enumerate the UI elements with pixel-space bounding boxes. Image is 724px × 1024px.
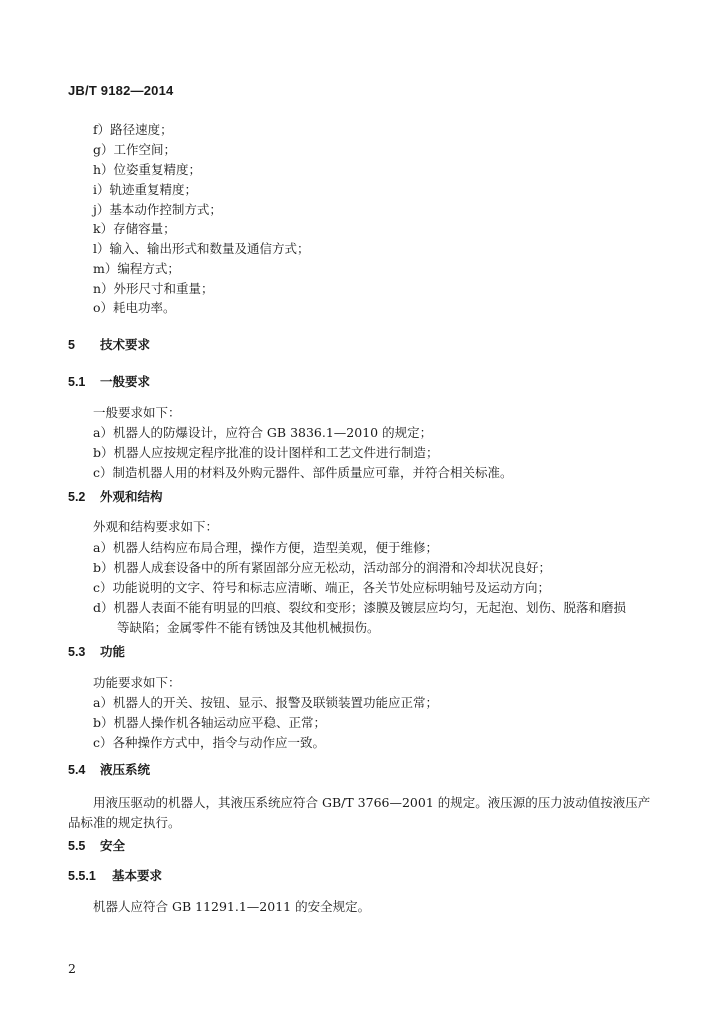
list-item-continuation: 等缺陷；金属零件不能有锈蚀及其他机械损伤。: [117, 620, 380, 635]
section-heading-5: [68, 337, 150, 353]
list-item: d）机器人表面不能有明显的凹痕、裂纹和变形；漆膜及镀层应均匀，无起泡、划伤、脱落和磨损: [93, 600, 627, 615]
section-heading-5-4: [68, 762, 150, 778]
section-number: 5.3: [68, 645, 86, 659]
list-item-g: g）工作空间；: [93, 142, 177, 157]
list-item: c）功能说明的文字、符号和标志应清晰、端正，各关节处应标明轴号及运动方向；: [93, 580, 551, 595]
list-item: a）机器人的开关、按钮、显示、报警及联锁装置功能应正常；: [93, 695, 438, 710]
list-item-i: i）轨迹重复精度；: [93, 182, 197, 197]
section-paragraph: 机器人应符合 GB 11291.1—2011 的安全规定。: [93, 899, 371, 914]
section-heading-5-2: [68, 489, 163, 505]
section-number: 5: [68, 338, 75, 352]
list-item: b）机器人操作机各轴运动应平稳、正常；: [93, 715, 327, 730]
list-item: a）机器人的防爆设计，应符合 GB 3836.1—2010 的规定；: [93, 425, 433, 440]
section-paragraph-continuation: 品标准的规定执行。: [68, 815, 181, 830]
list-item: c）各种操作方式中，指令与动作应一致。: [93, 735, 326, 750]
list-item: c）制造机器人用的材料及外购元器件、部件质量应可靠，并符合相关标准。: [93, 465, 513, 480]
list-item-h: h）位姿重复精度；: [93, 162, 202, 177]
section-intro: 一般要求如下：: [93, 405, 181, 420]
list-item-m: m）编程方式；: [93, 261, 180, 276]
list-item: b）机器人应按规定程序批准的设计图样和工艺文件进行制造；: [93, 445, 439, 460]
list-item-l: l）输入、输出形式和数量及通信方式；: [93, 241, 310, 256]
section-number: 5.1: [68, 375, 86, 389]
section-number: 5.4: [68, 763, 86, 777]
section-heading-5-1: [68, 374, 150, 390]
section-number: 5.5.1: [68, 869, 96, 883]
list-item-f: f）路径速度；: [93, 122, 173, 137]
standard-code-header: JB/T 9182—2014: [68, 83, 174, 98]
list-item-k: k）存储容量；: [93, 221, 176, 236]
list-item: a）机器人结构应布局合理，操作方便，造型美观，便于维修；: [93, 540, 438, 555]
section-title: 安全: [100, 839, 126, 853]
section-number: 5.5: [68, 839, 86, 853]
section-title: 基本要求: [112, 869, 163, 883]
list-item-j: j）基本动作控制方式；: [93, 202, 222, 217]
list-item-n: n）外形尺寸和重量；: [93, 281, 214, 296]
section-title: 技术要求: [100, 338, 151, 352]
section-intro: 外观和结构要求如下：: [93, 519, 219, 534]
section-number: 5.2: [68, 490, 86, 504]
page-number: 2: [68, 961, 76, 976]
section-title: 一般要求: [100, 375, 151, 389]
section-heading-5-5: [68, 838, 125, 854]
list-item: b）机器人成套设备中的所有紧固部分应无松动，活动部分的润滑和冷却状况良好；: [93, 560, 552, 575]
section-intro: 功能要求如下：: [93, 675, 181, 690]
list-item-o: o）耗电功率。: [93, 300, 176, 315]
section-title: 外观和结构: [100, 490, 163, 504]
section-paragraph: 用液压驱动的机器人，其液压系统应符合 GB/T 3766—2001 的规定。液压源的压力波动值按液压产: [93, 795, 651, 810]
section-title: 功能: [100, 645, 126, 659]
section-heading-5-5-1: [68, 868, 162, 884]
section-title: 液压系统: [100, 763, 151, 777]
section-heading-5-3: [68, 644, 125, 660]
